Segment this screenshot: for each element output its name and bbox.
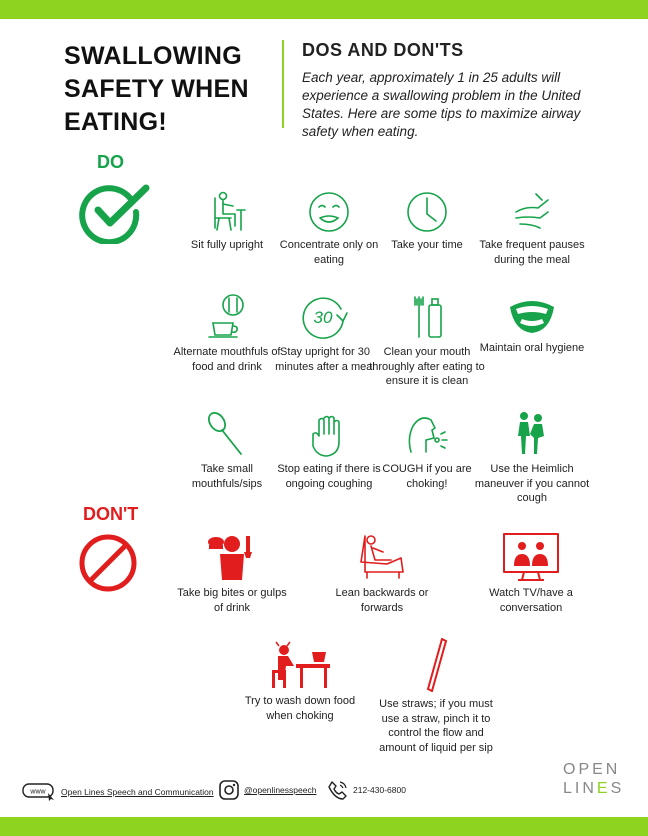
spoon-icon [205,410,249,458]
footer [0,778,648,808]
do-item-label: Sit fully upright [190,239,264,251]
do-item [472,410,592,506]
do-item-label: Use the Heimlich maneuver if you cannot cough [474,463,590,504]
do-item-label: Take your time [391,239,463,251]
dont-item-label: Lean backwards or forwards [335,587,429,614]
instagram-text[interactable]: @openlinesspeech [244,785,317,795]
stop-hand-icon [309,410,349,458]
top-accent-bar [0,0,648,19]
do-item-label: Take small mouthfuls/sips [191,463,263,490]
straw-icon [416,637,456,693]
focused-face-icon [307,190,351,234]
page-title: SWALLOWING SAFETY WHEN EATING! [64,42,249,136]
coughing-person-icon [403,410,451,458]
do-item-label: Alternate mouthfuls of food and drink [173,346,281,373]
website-link[interactable] [22,782,214,802]
prohibited-icon [78,533,138,593]
do-item-label: Stop eating if there is ongoing coughing [277,463,381,490]
svg-text:30: 30 [313,308,333,327]
www-browser-icon [22,782,56,802]
do-label: DO [97,152,124,172]
intro-text: Each year, approximately 1 in 25 adults will experience a swallowing problem in the United States. Here are some tips to maximize airway safety when eating. [302,70,581,139]
do-item [367,190,487,253]
heimlich-icon [512,410,552,458]
dont-item-label: Try to wash down food when choking [244,695,356,722]
mouth-teeth-icon [506,293,558,337]
dont-item [172,532,292,615]
chair-sitting-icon [207,190,247,234]
clock-icon [405,190,449,234]
do-item [367,293,487,389]
check-circle-icon [78,180,150,244]
tv-icon [502,532,560,582]
dont-label: DON'T [83,504,139,524]
toothbrush-icon [405,293,449,341]
website-text[interactable]: Open Lines Speech and Communication [61,787,214,797]
recliner-icon [357,532,407,582]
do-item-label: Stay upright for 30 minutes after a meal [275,346,375,373]
dont-item-label: Watch TV/have a conversation [489,587,573,614]
title-divider [282,40,284,128]
dont-item [376,637,496,755]
do-item-label: COUGH if you are choking! [382,463,472,490]
dont-item-label: Use straws; if you must use a straw, pinch it to control the flow and amount of liquid per sip [379,698,493,754]
dont-item [471,532,591,615]
do-item [472,190,592,267]
open-lines-logo [563,760,633,798]
phone-text: 212-430-6800 [353,785,406,795]
instagram-link[interactable] [219,780,316,800]
phone-link[interactable] [328,780,406,800]
do-item [472,293,592,356]
big-bites-icon [206,532,258,582]
do-item-label: Take frequent pauses during the meal [479,239,585,266]
timer-30-icon [301,293,349,341]
do-item-label: Maintain oral hygiene [479,342,585,354]
do-item-label: Clean your mouth throughly after eating to ensure it is clean [369,346,485,387]
svg-text:www: www [30,788,46,796]
choking-table-icon [268,640,332,690]
dos-donts-heading: DOS AND DON'TS [302,40,464,60]
do-item-label: Concentrate only on eating [279,239,379,266]
dont-item-label: Take big bites or gulps of drink [177,587,287,614]
plate-cup-icon [203,293,251,341]
phone-icon [328,780,348,800]
hand-pause-icon [510,190,554,234]
logo-line1: OPEN [563,761,621,778]
do-item [367,410,487,491]
dont-item [240,640,360,723]
dont-item [322,532,442,615]
instagram-icon [219,780,239,800]
logo-line2: LINES [563,780,625,797]
bottom-accent-bar [0,817,648,836]
